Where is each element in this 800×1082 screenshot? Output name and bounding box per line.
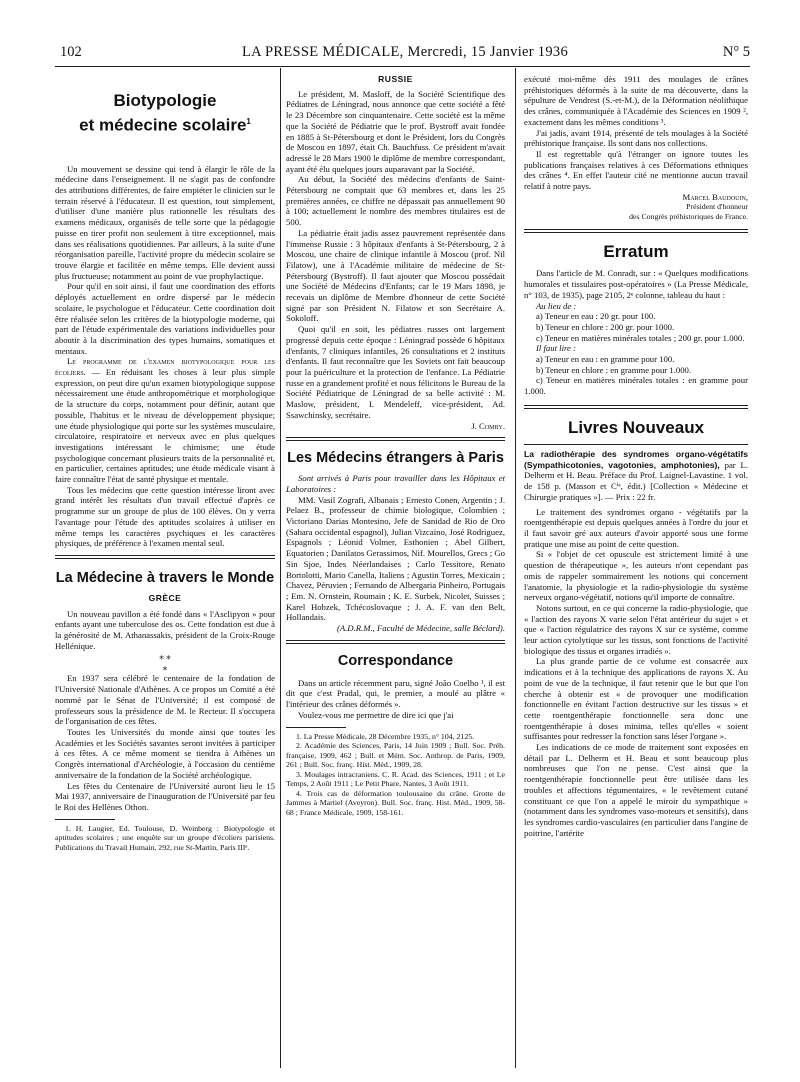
signature-title: Président d'honneur (686, 202, 748, 212)
erratum-line: a) Teneur en eau : en gramme pour 100. (536, 354, 675, 365)
book-entry (524, 449, 748, 503)
issue-number: N° 5 (722, 44, 750, 60)
monde-title: La Médecine à travers le Monde (55, 569, 275, 586)
journal-title: LA PRESSE MÉDICALE, Mercredi, 15 Janvier 1936 (241, 44, 569, 60)
biotypologie-paragraph: Tous les médecins que cette question intéresse liront avec grand intérêt les résultats d'un travail effectué d'après ce programme sur un groupe de plus de 100 élèves. On y verra l'avantage pour l'étude des aptitudes scolaires à utiliser en même temps les caractères psychiques et les caractères physiques, de préférence à l'examen mental seul. (55, 484, 275, 549)
russie-subtitle: RUSSIE (378, 74, 413, 84)
page-header (60, 44, 750, 64)
erratum-line: c) Teneur en matières minérales totales : en gramme pour 1.000. (524, 375, 748, 397)
grece-paragraph: Les fêtes du Centenaire de l'Université auront lieu le 15 Mai 1937, anniversaire de l'inauguration de l'Université par feu le Roi des Hellènes Othon. (55, 780, 276, 812)
correspondance-paragraph: Dans un article récemment paru, signé João Coelho ¹, il est dit que c'est Pradal, qui, le premier, a moulé au plâtre « l'intérieur des crânes déformés ». (286, 677, 505, 710)
column-3 (524, 74, 748, 838)
russie-paragraph: Le président, M. Masloff, de la Société Scientifique des Pédiatres de Léningrad, nous annonce que cette société a fêté le 23 Décembre son cinquantenaire. Cette société est la même que la Société de Pédiatrie que le prof. Bystroff avait fondée en 1885 à St-Pétersbourg et dont le Président, lors du Congrès de Moscou en 1897, était Ch. Bauchfuss. Ce président m'avait adressé le 28 Mars 1900 le diplôme de membre correspondant, ayant été élu quelques jours auparavant par la Société. (286, 88, 505, 174)
book-reference: par L. Delherm et H. Beau. Préface du Prof. Laignel-Lavastine. 1 vol. de 158 p. (Masson et Cⁱᵉ, édit.) [Collection « Médecine et Chirurgie pratiques »]. — Prix : 22 fr. (524, 459, 748, 502)
etrangers-list: MM. Vasil Zografi, Albanais ; Ernesto Conen, Argentin ; J. Pelaez B., professeur de chimie biologique, Colombien ; Victoriano Darias Montesino, Jefe de Sanidad de Rio de Oro (Sahara occidental espagnol), Julian Vizcaino, José Rodriguez, Espagnols ; Léonid Volmer, Esthonien ; Abel Gilbert, Equatorien ; Danilatos Gerassimos, Nif. Mourellos, Grecs ; Go Sin Sjoe, Indes Néerlandaises ; Carlo Tessitore, Renato Bortolotti, Mario Canella, Italiens ; Agustin Torres, Mexicain ; Chavez, Péruvien ; Fernando de Albergaria Pinheiro, Portugais ; Em. N. Ornstein, Roumain ; K. E. Surbek, Nicolet, Suisses ; Karel Hobzek, Tchécoslovaque ; J. A. F. van den Belt, Hollandais. (286, 494, 505, 623)
erratum-line: a) Teneur en eau : 20 gr. pour 100. (536, 311, 656, 322)
erratum-line: b) Teneur en chlore : 200 gr. pour 1000. (536, 321, 675, 332)
russie-paragraph: Au début, la Société des médecins d'enfants de Saint-Pétersbourg ne comptait que 63 membres et, dans les 25 premières années, ce chiffre ne dépassait pas annuellement 90 à 100; actuellement le nombre des membres titulaires est de 500. (286, 174, 505, 228)
footnote-rule (55, 819, 115, 820)
correspondance-paragraph: Voulez-vous me permettre de dire ici que j'ai (298, 709, 454, 720)
asterism: ⁎ ⁎ ⁎ (159, 651, 171, 673)
biotypologie-title-line2: et médecine scolaire$^1$ (79, 115, 251, 135)
footnote: 4. Trois cas de déformation toulousaine du crâne. Grotte de Jammes à Martiel (Aveyron). Bull. Soc. franç. Hist. Méd., 1909, 58-68 ; France Médicale, 1909, 158-161. (286, 788, 505, 817)
review-paragraph: Si « l'objet de cet opuscule est strictement limité à une question de thérapeutique », les auteurs n'ont cependant pas omis de rappeler sommairement les notions qui concernent l'anatomie, la physiologie et la radio-physiologie du système nerveux organo-végétatif, notions qu'il importe de connaître. (524, 549, 748, 603)
grece-paragraph: Un nouveau pavillon a été fondé dans « l'Asclipyon » pour enfants ayant une tuberculose des os. Cette fondation est due à la générosité de M. Athanassakis, président de la Croix-Rouge Hellénique. (55, 608, 275, 651)
correspondance-title: Correspondance (337, 652, 454, 669)
biotypologie-paragraph: Le programme de l'examen biotypologique pour les écoliers. — En réduisant les choses à leur plus simple expression, on peut dire qu'un examen biotypologique suppose nécessairement une étude anthropométrique et morphologique de la structure du corps, notamment pour définir, autant que possible, l'habitus et le niveau de développement physique; une étude physiologique qui porte sur les systèmes musculaire, circulatoire, respiratoire et nerveux avec en plus quelques investigations intéressant le chimisme; une étude psychologique concernant plusieurs traits de la personnalité et, en particulier, certaines aptitudes; une étude médicale visant à faire connaître l'état de santé physique et mentale. (55, 356, 275, 485)
review-paragraph: Le traitement des syndromes organo - végétatifs par la roentgenthérapie est depuis quelques années à l'ordre du jour et il faut savoir gré aux auteurs d'avoir apporté sous une forme pratique une mise au point de cette question. (524, 506, 748, 549)
review-paragraph: La plus grande partie de ce volume est consacrée aux indications et à la technique des applications de rayons X. Au point de vue de la technique, il faut retenir que le but que l'on cherche à obtenir est « de provoquer une modification fonctionnelle en évitant l'action destructive sur les tissus » et cette roentgenthérapie fonctionnelle sera donc une roentgenthérapie à doses minima, telles qu'elles « soient suffisantes pour redresser la fonction sans léser l'organe ». (524, 656, 748, 742)
review-paragraph: Notons surtout, en ce qui concerne la radio-physiologie, que « l'action des rayons X varie selon l'état antérieur du sujet » et que « l'action régulatrice des rayons X sur ce système, comme leur action cytolytique sur les tissus, sont fonctions de l'activité biologique des tissus et organes irradiés ». (524, 602, 748, 656)
book-title: La radiothérapie des syndromes organo-végétatifs (Sympathicotonies, vagotonies, amphotonies), (524, 448, 748, 470)
footnote: 3. Moulages intracraniens. C. R. Acad. des Sciences, 1911 ; et Le Temps, 2 Août 1911 ; Le Petit Phare, Nantes, 3 Août 1911. (286, 769, 505, 789)
erratum-line: Au lieu de : (536, 300, 577, 311)
column-divider-2 (515, 68, 516, 1068)
column-2 (286, 74, 505, 817)
review-paragraph: Les indications de ce mode de traitement sont exposées en détail par L. Delherm et H. Beau et sont beaucoup plus nombreuses que l'on ne pense. C'est ainsi que la roentgenthérapie fonctionnelle peut être utilisée dans les troubles et affections tégumentaires, « le revêtement cutané constituant ce que l'on a appelé le miroir du sympathique » (notamment dans les syndromes vaso-moteurs et sensitifs), dans les syndromes cardio-vasculaires (en particulier dans l'angine de poitrine, l'artérite (524, 742, 748, 838)
erratum-line: c) Teneur en matières minérales totales ; 200 gr. pour 1.000. (536, 332, 745, 343)
column-divider-1 (280, 68, 281, 1068)
correspondance-paragraph: Il est regrettable qu'à l'étranger on ignore toutes les publications françaises relatives à ces Déformations ethniques des crânes ⁴. En effet l'auteur cité ne mentionne aucun travail relatif à notre pays. (524, 148, 748, 192)
footnote-ref: 1 (246, 117, 251, 126)
footnote: 2. Académie des Sciences, Paris, 14 Juin 1909 ; Bull. Soc. Préh. française, 1909, 462 ; Bull. et Mém. Soc. Anthrop. de Paris, 1909, 261 ; Bull. Soc. franç. Hist. Méd., 1909, 28. (286, 741, 505, 770)
etrangers-title: Les Médecins étrangers à Paris (287, 450, 504, 467)
erratum-title: Erratum (603, 242, 669, 262)
footnote-rule (286, 727, 346, 728)
erratum-text: Dans l'article de M. Conradt, sur : « Quelques modifications humorales et tissulaires post-opératoires » (La Presse Médicale, n° 103, de 1935), page 2105, 2ᵉ colonne, tableau du haut : (524, 268, 748, 300)
erratum-line: b) Teneur en chlore : en gramme pour 1.000. (536, 364, 692, 375)
grece-subtitle: GRÈCE (148, 592, 182, 603)
biotypologie-paragraph: Pour qu'il en soit ainsi, il faut une coordination des efforts déployés actuellement en ordre dispersé par le médecin scolaire, le psychologue et l'éducateur. Cette coordination doit être réalisée selon les critères de la biotypologie moderne, qui part de l'étude expérimentale des variations individuelles pour aboutir à la discrimination des types humains, somatiques et mentaux. (55, 281, 275, 356)
grece-paragraph: En 1937 sera célébré le centenaire de la fondation de l'Université Nationale d'Athènes. A ce propos un Comité a été nommé par le Sénat de l'Université; il est composé de professeurs sous la présidence de M. le Recteur. Il s'occupera de l'organisation de ces fêtes. (55, 673, 275, 727)
page-number: 102 (60, 44, 82, 60)
signature-title: des Congrès préhistoriques de France. (629, 211, 748, 221)
livres-title: Livres Nouveaux (567, 417, 705, 437)
subsection-lead: Le programme de l'examen biotypologique pour les écoliers. (55, 356, 275, 378)
grece-paragraph: Toutes les Universités du monde ainsi que toutes les Académies et les Sociétés savantes seront invitées à participer à ces fêtes. A ce même moment se tiendra à Athènes un Congrès international d'Archéologie, à l'occasion du centième anniversaire de la fondation de la Société archéologique. (55, 727, 275, 780)
russie-paragraph: Quoi qu'il en soit, les pédiatres russes ont largement progressé depuis cette époque : Léningrad possède 6 hôpitaux d'enfants, 7 cliniques infantiles, 26 consultations et 2 instituts d'enfants. Il faut reconnaître que les Soviets ont fait beaucoup pour la puériculture et la protection de l'enfance. La Pédiatrie russe en a grandement profité et nous félicitons le Bureau de la Société Pédiatrique de Léningrad de sa belle activité : M. Maslow, président, I. Mendeleff, vice-président, Ad. Ssawchinsky, secrétaire. (286, 324, 505, 420)
column-1 (55, 74, 275, 852)
header-rule (55, 66, 750, 67)
etrangers-source: (A.D.R.M., Faculté de Médecine, salle Béclard). (336, 623, 505, 634)
correspondance-paragraph: J'ai jadis, avant 1914, présenté de tels moulages à la Société préhistorique française. Ils sont dans nos collections. (524, 127, 748, 149)
russie-signature: J. Comby. (471, 420, 505, 431)
biotypologie-title-line1: Biotypologie (113, 91, 217, 110)
footnote: 1. H. Laugier, Ed. Toulouse, D. Weinberg : Biotypologie et aptitudes scolaires ; une enquête sur un groupe d'écoliers parisiens. Publications du Travail Humain, 292, rue St-Martin, Paris IIIᵉ. (55, 823, 275, 852)
correspondance-signature: Marcel Baudouin, (682, 191, 748, 202)
russie-paragraph: La pédiatrie était jadis assez pauvrement représentée dans l'immense Russie : 3 hôpitaux d'enfants à St-Pétersbourg, 2 à Moscou, une chaire de clinique infantile à Moscou (prof. Nil Filatow), une à l'Académie militaire de médecine de St-Pétersbourg (Bystroff). Il faut ajouter que Moscou possédait une Société de Médecins d'Enfants; car le 19 Mars 1898, je recevais un diplôme de Membre d'honneur de cette Société signé par son Président N. Filatow et son Secrétaire A. Sokoloff. (286, 227, 505, 324)
biotypologie-paragraph: Un mouvement se dessine qui tend à élargir le rôle de la médecine dans l'enseignement. Il ne s'agit pas de confondre des attributions différentes, de faire empiéter le clinicien sur le terrain réservé à l'éducateur. Il est question, tout simplement, d'utiliser d'une manière plus rationnelle les résultats des examens médicaux, organisés de telle sorte que la pédagogie puisse en tirer profit non seulement à titre exceptionnel, mais dans ses réalisations quotidiennes. Par ailleurs, à la suite d'une réorganisation pareille, l'activité propre du médecin scolaire se trouve élargie et facilitée en même temps. Elle devient aussi plus fructueuse; notamment au point de vue prophylactique. (55, 163, 275, 281)
etrangers-intro: Sont arrivés à Paris pour travailler dans les Hôpitaux et Laboratoires : (286, 473, 505, 494)
erratum-line: Il faut lire : (536, 343, 576, 354)
footnote: 1. La Presse Médicale, 28 Décembre 1935, n° 104, 2125. (296, 731, 475, 741)
correspondance-continued: exécuté moi-même dès 1911 des moulages de crânes préhistoriques déformés à la suite de ma découverte, dans la sépulture de Vendrest (S.-et-M.), de la Déformation néolithique des crânes, communiquée à l'Académie des Sciences en 1909 ², exactement dans les mêmes conditions ³. (524, 74, 748, 127)
